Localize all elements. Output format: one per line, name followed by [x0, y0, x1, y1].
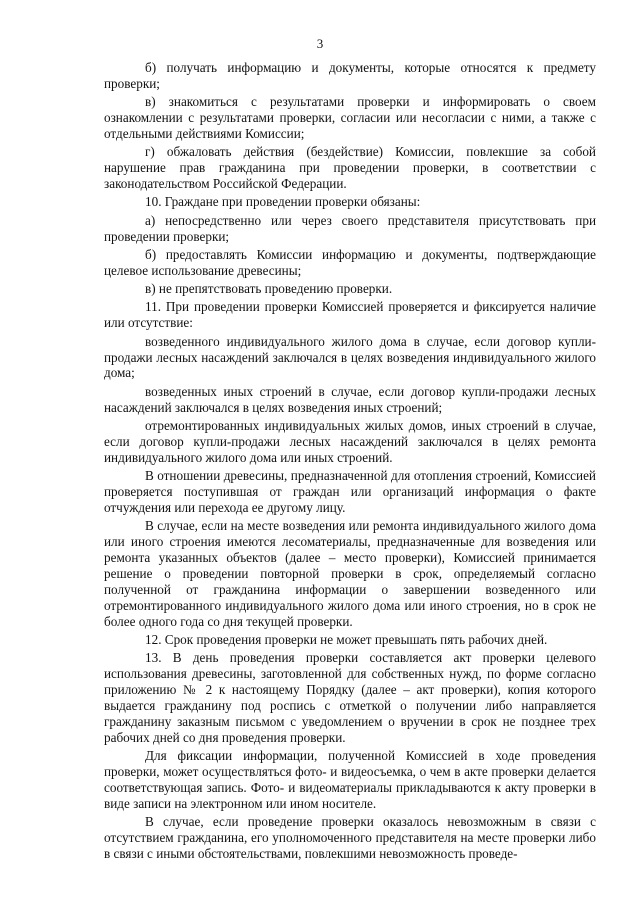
page-number: 3 [316, 36, 324, 51]
paragraph: б) получать информацию и документы, которые относятся к предмету проверки; [104, 60, 596, 91]
paragraph: В отношении древесины, предназначенной для отопления строений, Комиссией проверяется поступившая от граждан или организаций информация о факте отчуждения или перехода ее другому лицу. [104, 468, 596, 515]
paragraph: а) непосредственно или через своего представителя присутствовать при проведении проверки; [104, 212, 596, 244]
paragraph: возведенных иных строений в случае, если договор купли-продажи лесных насаждений заключался в целях возведения иных строений; [104, 383, 596, 415]
paragraph: возведенного индивидуального жилого дома в случае, если договор купли-продажи лесных насаждений заключался в целях возведения индивидуального жилого дома; [104, 333, 596, 381]
paragraph: 13. В день проведения проверки составляется акт проверки целевого использования древесины, заготовленной для собственных нужд, по форме согласно приложению № 2 к настоящему Порядку (далее – акт проверки), копия которого выдается гражданину под роспись с отметкой о получении либо направляется гражданину заказным письмом с уведомлением о вручении в срок не позднее трех рабочих дней со дня проведения проверки. [104, 650, 596, 745]
paragraph: 11. При проведении проверки Комиссией проверяется и фиксируется наличие или отсутствие: [104, 299, 596, 331]
paragraph: Для фиксации информации, полученной Комиссией в ходе проведения проверки, может осуществляться фото- и видеосъемка, о чем в акте проверки делается соответствующая запись. Фото- и видеоматериалы прикладываются к акту проверки в виде записи на электронном или ином носителе. [104, 748, 596, 811]
paragraph: 12. Срок проведения проверки не может превышать пять рабочих дней. [145, 631, 548, 647]
paragraph: отремонтированных индивидуальных жилых домов, иных строений в случае, если договор купли-продажи лесных насаждений заключался в целях ремонта индивидуального жилого дома или иных строений. [104, 417, 596, 465]
paragraph: В случае, если на месте возведения или ремонта индивидуального жилого дома или иного строения имеются лесоматериалы, предназначенные для возведения или ремонта указанных объектов (далее – место проверки), Комиссией принимается решение о проведении повторной проверки в срок, определяемый согласно полученной от гражданина информации о завершении возведенного или отремонтированного индивидуального жилого дома или иного строения, но в срок не более одного года со дня текущей проверки. [104, 518, 596, 629]
paragraph: г) обжаловать действия (бездействие) Комиссии, повлекшие за собой нарушение прав гражданина при проведении проверки, в соответствии с законодательством Российской Федерации. [104, 144, 596, 192]
paragraph: В случае, если проведение проверки оказалось невозможным в связи с отсутствием гражданина, его уполномоченного представителя на месте проверки либо в связи с иными обстоятельствами, повлекшими невозможность проведе- [104, 814, 596, 861]
paragraph: в) знакомиться с результатами проверки и информировать о своем ознакомлении с результатами проверки, согласии или несогласии с ними, а также с отдельными действиями Комиссии; [104, 94, 596, 142]
paragraph: в) не препятствовать проведению проверки. [145, 281, 393, 297]
paragraph: 10. Граждане при проведении проверки обязаны: [145, 194, 421, 210]
paragraph: б) предоставлять Комиссии информацию и документы, подтверждающие целевое использование древесины; [104, 246, 596, 278]
document-body [104, 60, 596, 864]
